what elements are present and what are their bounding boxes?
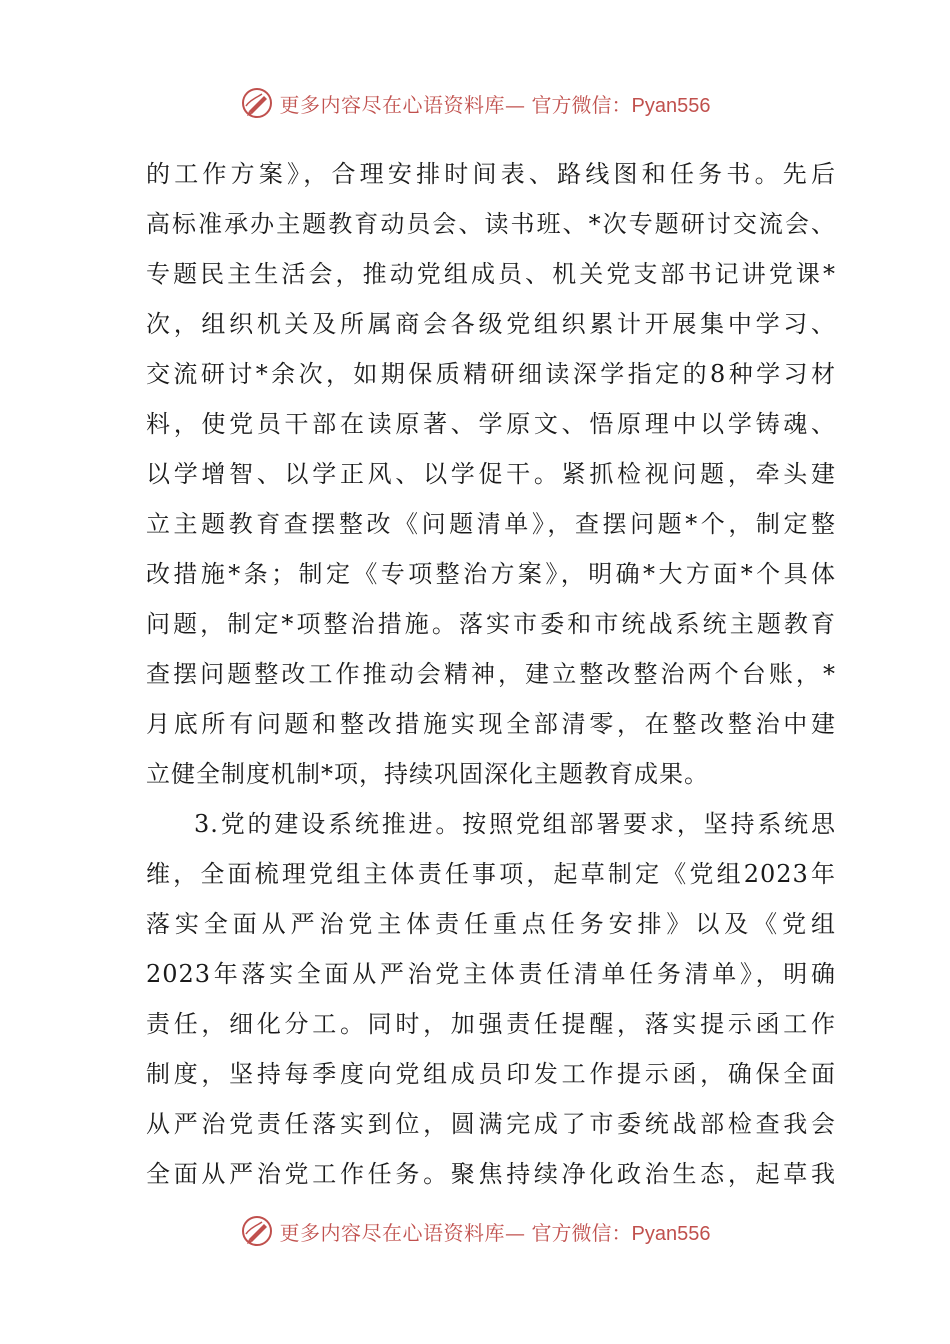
text-line: 落实全面从严治党主体责任重点任务安排》以及《党组 xyxy=(146,910,836,938)
text-line: 问题，制定*项整治措施。落实市委和市统战系统主题教育 xyxy=(146,610,836,638)
section-heading-line: 3.党的建设系统推进。按照党组部署要求，坚持系统思 xyxy=(194,810,836,838)
text-line: 维，全面梳理党组主体责任事项，起草制定《党组2023年 xyxy=(146,860,836,888)
text-line: 次，组织机关及所属商会各级党组织累计开展集中学习、 xyxy=(146,310,836,338)
text-line: 立主题教育查摆整改《问题清单》，查摆问题*个，制定整 xyxy=(146,510,836,538)
text-line: 查摆问题整改工作推动会精神，建立整改整治两个台账，* xyxy=(146,660,836,688)
footer-promo-text: 更多内容尽在心语资料库— xyxy=(279,1220,526,1245)
text-line: 的工作方案》，合理安排时间表、路线图和任务书。先后 xyxy=(146,160,836,188)
footer-wechat-text: 官方微信：Pyan556 xyxy=(531,1222,711,1245)
text-line: 高标准承办主题教育动员会、读书班、*次专题研讨交流会、 xyxy=(146,210,836,238)
text-line: 制度，坚持每季度向党组成员印发工作提示函，确保全面 xyxy=(146,1060,836,1088)
header-watermark-banner xyxy=(0,83,950,123)
text-line: 责任，细化分工。同时，加强责任提醒，落实提示函工作 xyxy=(146,1010,836,1038)
footer-watermark-banner xyxy=(0,1211,950,1251)
header-promo-text: 更多内容尽在心语资料库— xyxy=(279,92,526,117)
text-line: 2023年落实全面从严治党主体责任清单任务清单》，明确 xyxy=(146,960,836,988)
pen-logo-icon xyxy=(240,1214,274,1248)
header-wechat-text: 官方微信：Pyan556 xyxy=(531,94,711,117)
text-line: 料，使党员干部在读原著、学原文、悟原理中以学铸魂、 xyxy=(146,410,836,438)
text-line: 专题民主生活会，推动党组成员、机关党支部书记讲党课* xyxy=(146,260,836,288)
text-line: 立健全制度机制*项，持续巩固深化主题教育成果。 xyxy=(146,760,709,788)
text-line: 交流研讨*余次，如期保质精研细读深学指定的8种学习材 xyxy=(146,360,836,388)
text-line: 月底所有问题和整改措施实现全部清零，在整改整治中建 xyxy=(146,710,836,738)
text-line: 以学增智、以学正风、以学促干。紧抓检视问题，牵头建 xyxy=(146,460,836,488)
document-body xyxy=(146,149,836,1199)
text-line: 从严治党责任落实到位，圆满完成了市委统战部检查我会 xyxy=(146,1110,836,1138)
text-line: 全面从严治党工作任务。聚焦持续净化政治生态，起草我 xyxy=(146,1160,836,1188)
pen-logo-icon xyxy=(240,86,274,120)
text-line: 改措施*条；制定《专项整治方案》，明确*大方面*个具体 xyxy=(146,560,836,588)
